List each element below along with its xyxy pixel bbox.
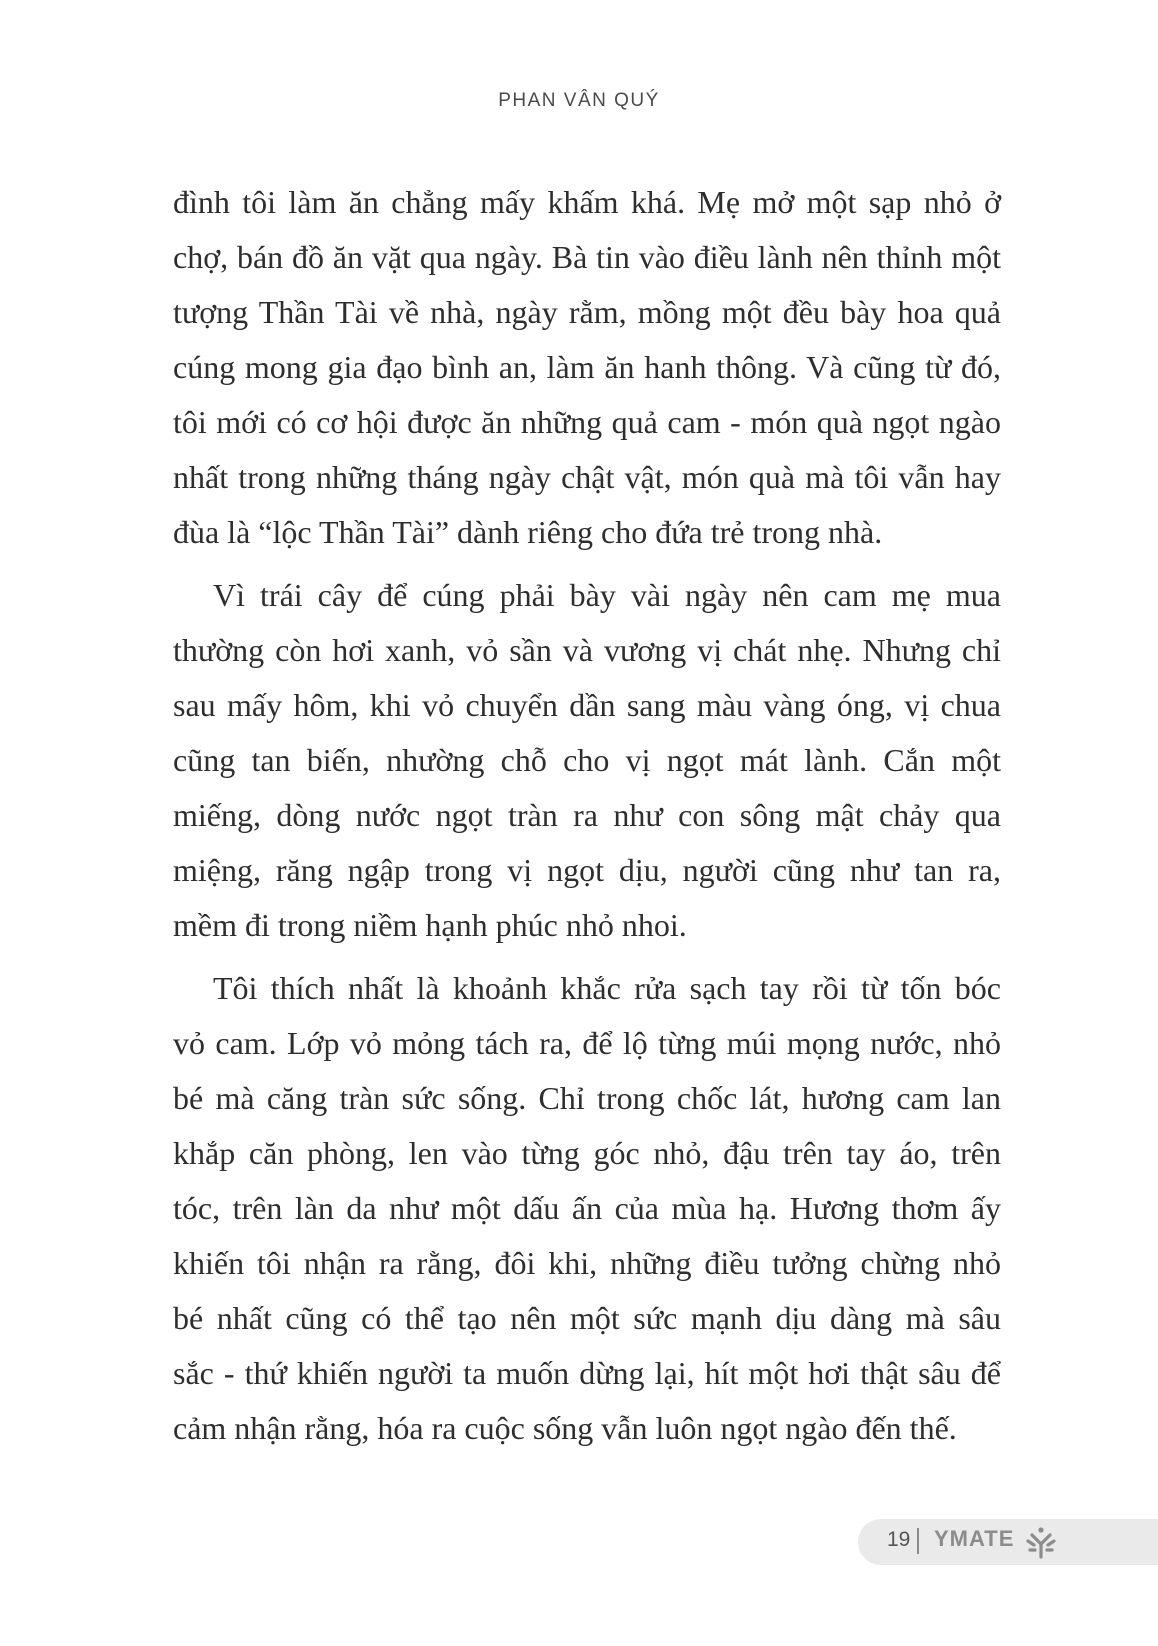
page-number: 19 bbox=[887, 1528, 911, 1551]
text-line: chợ, bán đồ ăn vặt qua ngày. Bà tin vào điều lành nên thỉnh một bbox=[173, 239, 1001, 275]
brand-name: YMATE bbox=[934, 1526, 1015, 1551]
text-line: sắc - thứ khiến người ta muốn dừng lại, hít một hơi thật sâu để bbox=[173, 1355, 1001, 1391]
text-line: miếng, dòng nước ngọt tràn ra như con sông mật chảy qua bbox=[173, 797, 1001, 833]
text-line: nhất trong những tháng ngày chật vật, món quà mà tôi vẫn hay bbox=[173, 459, 1001, 495]
text-line: cảm nhận rằng, hóa ra cuộc sống vẫn luôn ngọt ngào đến thế. bbox=[173, 1410, 957, 1446]
text-line: vỏ cam. Lớp vỏ mỏng tách ra, để lộ từng múi mọng nước, nhỏ bbox=[173, 1025, 1001, 1061]
running-head-author: PHAN VÂN QUÝ bbox=[498, 90, 660, 111]
text-line: tóc, trên làn da như một dấu ấn của mùa hạ. Hương thơm ấy bbox=[173, 1190, 1001, 1226]
text-line: đùa là “lộc Thần Tài” dành riêng cho đứa trẻ trong nhà. bbox=[173, 514, 883, 550]
text-line: cũng tan biến, nhường chỗ cho vị ngọt mát lành. Cắn một bbox=[173, 742, 1001, 778]
text-line: Vì trái cây để cúng phải bày vài ngày nên cam mẹ mua bbox=[213, 577, 1001, 613]
paragraph-2 bbox=[173, 568, 1001, 953]
ymate-logo-icon bbox=[1023, 1524, 1059, 1560]
text-line: thường còn hơi xanh, vỏ sần và vương vị chát nhẹ. Nhưng chỉ bbox=[173, 632, 1001, 668]
paragraph-3 bbox=[173, 961, 1001, 1456]
text-line: miệng, răng ngập trong vị ngọt dịu, người cũng như tan ra, bbox=[173, 852, 1001, 888]
text-line: tượng Thần Tài về nhà, ngày rằm, mồng một đều bày hoa quả bbox=[173, 294, 1001, 330]
text-line: mềm đi trong niềm hạnh phúc nhỏ nhoi. bbox=[173, 907, 687, 943]
text-line: khắp căn phòng, len vào từng góc nhỏ, đậu trên tay áo, trên bbox=[173, 1135, 1001, 1171]
text-line: cúng mong gia đạo bình an, làm ăn hanh thông. Và cũng từ đó, bbox=[173, 349, 1001, 385]
body-text bbox=[173, 175, 1001, 1464]
text-line: tôi mới có cơ hội được ăn những quả cam - món quà ngọt ngào bbox=[173, 404, 1001, 440]
footer-divider bbox=[917, 1528, 919, 1554]
text-line: sau mấy hôm, khi vỏ chuyển dần sang màu vàng óng, vị chua bbox=[173, 687, 1001, 723]
text-line: Tôi thích nhất là khoảnh khắc rửa sạch tay rồi từ tốn bóc bbox=[213, 970, 1001, 1006]
text-line: bé nhất cũng có thể tạo nên một sức mạnh dịu dàng mà sâu bbox=[173, 1300, 1001, 1336]
text-line: khiến tôi nhận ra rằng, đôi khi, những điều tưởng chừng nhỏ bbox=[173, 1245, 1001, 1281]
text-line: đình tôi làm ăn chẳng mấy khấm khá. Mẹ mở một sạp nhỏ ở bbox=[173, 184, 1001, 220]
text-line: bé mà căng tràn sức sống. Chỉ trong chốc lát, hương cam lan bbox=[173, 1080, 1001, 1116]
paragraph-1 bbox=[173, 175, 1001, 560]
